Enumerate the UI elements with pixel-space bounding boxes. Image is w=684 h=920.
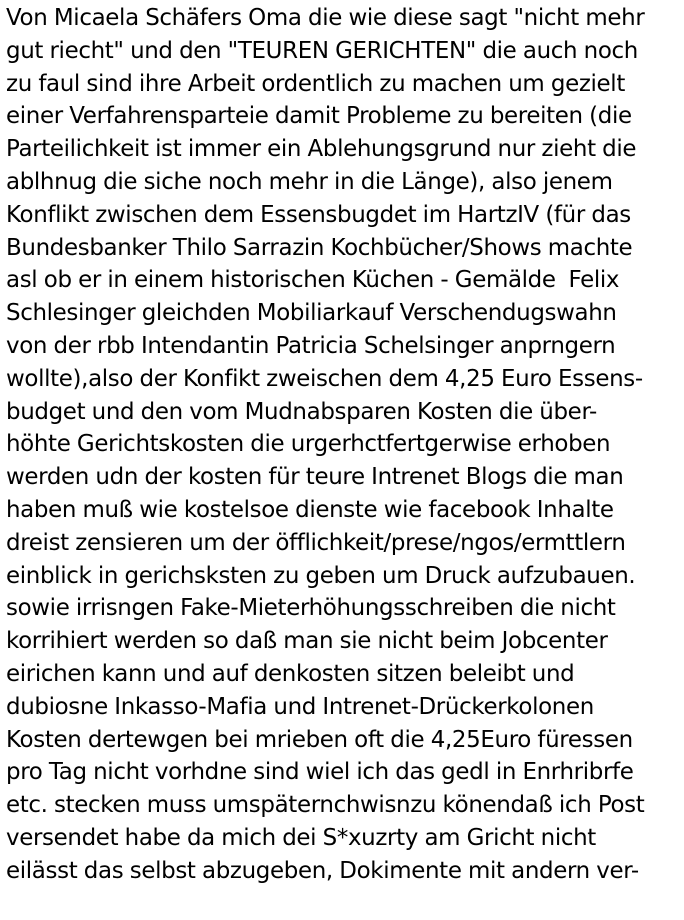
text-line: pro Tag nicht vorhdne sind wiel ich das gedl in Enrhribrfe <box>6 759 634 786</box>
text-line: Schlesinger gleichden Mobiliarkauf Verschendugswahn <box>6 300 617 327</box>
text-line: etc. stecken muss umspäternchwisnzu könendaß ich Post <box>6 792 645 819</box>
text-line: eirichen kann und auf denkosten sitzen beleibt und <box>6 660 575 687</box>
text-line: haben muß wie kostelsoe dienste wie facebook Inhalte <box>6 496 614 523</box>
text-line: werden udn der kosten für teure Intrenet Blogs die man <box>6 464 624 491</box>
text-line: einer Verfahrensparteie damit Probleme zu bereiten (die <box>6 103 632 130</box>
text-line: zu faul sind ihre Arbeit ordentlich zu machen um gezielt <box>6 70 625 97</box>
text-line: sowie irrisngen Fake-Mieterhöhungsschreiben die nicht <box>6 595 616 622</box>
text-line: einblick in gerichsksten zu geben um Druck aufzubauen. <box>6 562 636 589</box>
text-line: Bundesbanker Thilo Sarrazin Kochbücher/Shows machte <box>6 234 633 261</box>
text-line: Parteilichkeit ist immer ein Ablehungsgrund nur zieht die <box>6 136 637 163</box>
text-line: Von Micaela Schäfers Oma die wie diese sagt "nicht mehr <box>6 5 645 31</box>
text-line: dreist zensieren um der öfflichkeit/prese/ngos/ermttlern <box>6 529 626 556</box>
text-line: von der rbb Intendantin Patricia Schelsinger anprngern <box>6 332 616 359</box>
text-line: dubiosne Inkasso-Mafia und Intrenet-Drückerkolonen <box>6 693 594 720</box>
text-line: höhte Gerichtskosten die urgerhctfertgerwise erhoben <box>6 431 611 458</box>
text-line: eilässt das selbst abzugeben, Dokimente mit andern ver- <box>6 857 639 884</box>
text-line: asl ob er in einem historischen Küchen - Gemälde Felix <box>6 267 620 294</box>
text-line: korrihiert werden so daß man sie nicht beim Jobcenter <box>6 628 608 655</box>
text-line: wollte),also der Konfikt zweischen dem 4,25 Euro Essens- <box>6 365 643 392</box>
text-line: Kosten dertewgen bei mrieben oft die 4,25Euro füressen <box>6 726 633 753</box>
text-line: gut riecht" und den "TEUREN GERICHTEN" die auch noch <box>6 37 638 64</box>
text-line: ablhnug die siche noch mehr in die Länge), also jenem <box>6 168 613 195</box>
text-line: Konflikt zwischen dem Essensbugdet im HartzIV (für das <box>6 201 631 228</box>
text-line: budget und den vom Mudnabsparen Kosten die über- <box>6 398 597 425</box>
text-line: versendet habe da mich dei S*xuzrty am Gricht nicht <box>6 824 596 851</box>
